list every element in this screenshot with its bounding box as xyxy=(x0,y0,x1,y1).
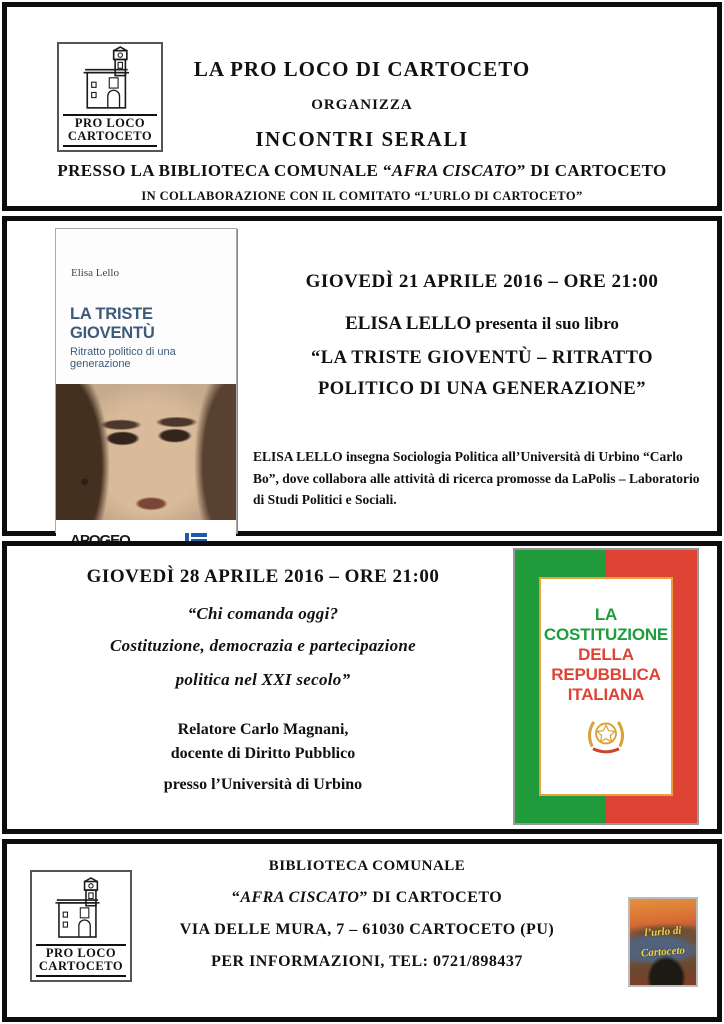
costituzione-line-della: DELLA xyxy=(578,645,634,665)
venue-prefix: PRESSO LA BIBLIOTECA COMUNALE “ xyxy=(57,161,392,180)
footer-pro-loco-logo-line2: CARTOCETO xyxy=(38,959,124,974)
footer-library-line2 xyxy=(147,889,587,907)
footer-address: VIA DELLE MURA, 7 – 61030 CARTOCETO (PU) xyxy=(179,921,555,938)
venue-name: AFRA CISCATO xyxy=(391,161,517,180)
event2-quote-line1: “Chi comanda oggi? xyxy=(187,604,339,623)
italian-republic-emblem-icon xyxy=(583,714,629,756)
costituzione-line-italiana: ITALIANA xyxy=(567,685,645,705)
event1-date: GIOVEDÌ 21 APRILE 2016 – ORE 21:00 xyxy=(305,271,659,292)
venue-suffix: ” DI CARTOCETO xyxy=(516,161,667,180)
collab-line: IN COLLABORAZIONE CON IL COMITATO “L’URLO DI CARTOCETO” xyxy=(141,189,583,203)
costituzione-line-costituzione: COSTITUZIONE xyxy=(543,625,669,645)
scream-text-line1: l’urlo di xyxy=(644,924,682,940)
footer-library-dedication: AFRA CISCATO xyxy=(240,889,360,906)
footer-quote-open: “ xyxy=(231,889,241,906)
event1-presenter-name: ELISA LELLO xyxy=(345,313,472,334)
header-section xyxy=(2,2,722,211)
pro-loco-logo-line1: PRO LOCO xyxy=(74,115,146,130)
costituzione-panel xyxy=(539,577,674,795)
footer-library-name: BIBLIOTECA COMUNALE xyxy=(268,858,466,874)
footer-pro-loco-logo-label xyxy=(36,944,126,978)
series-title: INCONTRI SERALI xyxy=(255,127,469,151)
book-subtitle: Ritratto politico di una generazione xyxy=(70,346,176,370)
costituzione-line-la: LA xyxy=(594,605,618,625)
book-title: LA TRISTE GIOVENTÙ xyxy=(70,305,155,342)
footer-section xyxy=(2,839,722,1022)
costituzione-title xyxy=(544,605,668,705)
urlo-di-cartoceto-image xyxy=(628,897,698,987)
book-cover-la-triste-gioventu xyxy=(55,228,237,533)
event1-book-title-line2: POLITICO DI UNA GENERAZIONE” xyxy=(317,379,647,399)
event2-speaker-line2: docente di Diritto Pubblico xyxy=(170,745,356,762)
event1-section xyxy=(2,216,722,536)
event1-presenter-rest: presenta il suo libro xyxy=(471,314,619,333)
book-cover-costituzione xyxy=(513,548,699,825)
poster-title: LA PRO LOCO DI CARTOCETO xyxy=(193,57,531,81)
event1-bio xyxy=(253,446,711,511)
footer-pro-loco-logo xyxy=(30,870,132,982)
footer-phone: PER INFORMAZIONI, TEL: 0721/898437 xyxy=(211,953,523,970)
book-author: Elisa Lello xyxy=(71,267,119,279)
footer-library-suffix: ” DI CARTOCETO xyxy=(359,889,503,906)
event1-bio-rest: insegna Sociologia Politica all’Università di Urbino “Carlo Bo”, dove collabora alle attività di ricerca promosse da LaPolis – Laboratorio di Studi Politici e Sociali. xyxy=(253,449,700,508)
event2-speaker-line3: presso l’Università di Urbino xyxy=(163,776,363,793)
event1-presenter-line xyxy=(249,313,715,335)
event2-quote-line2: Costituzione, democrazia e partecipazione xyxy=(109,636,417,655)
event1-book-title-line1: “LA TRISTE GIOVENTÙ – RITRATTO xyxy=(311,348,653,368)
venue-line xyxy=(7,161,717,181)
event2-date: GIOVEDÌ 28 APRILE 2016 – ORE 21:00 xyxy=(86,566,440,587)
costituzione-line-repubblica: REPUBBLICA xyxy=(551,665,661,685)
organizes-label: ORGANIZZA xyxy=(311,97,413,113)
footer-tower-icon xyxy=(49,878,113,942)
pro-loco-logo-line2: CARTOCETO xyxy=(67,129,153,144)
event2-section xyxy=(2,541,722,834)
event1-bio-name: ELISA LELLO xyxy=(253,449,343,464)
event2-quote-line3: politica nel XXI secolo” xyxy=(175,670,351,689)
event2-speaker-line1: Relatore Carlo Magnani, xyxy=(177,721,349,738)
footer-pro-loco-logo-line1: PRO LOCO xyxy=(45,945,117,960)
book-cover-photo xyxy=(56,384,236,520)
scream-text-line2: Cartoceto xyxy=(640,944,686,960)
